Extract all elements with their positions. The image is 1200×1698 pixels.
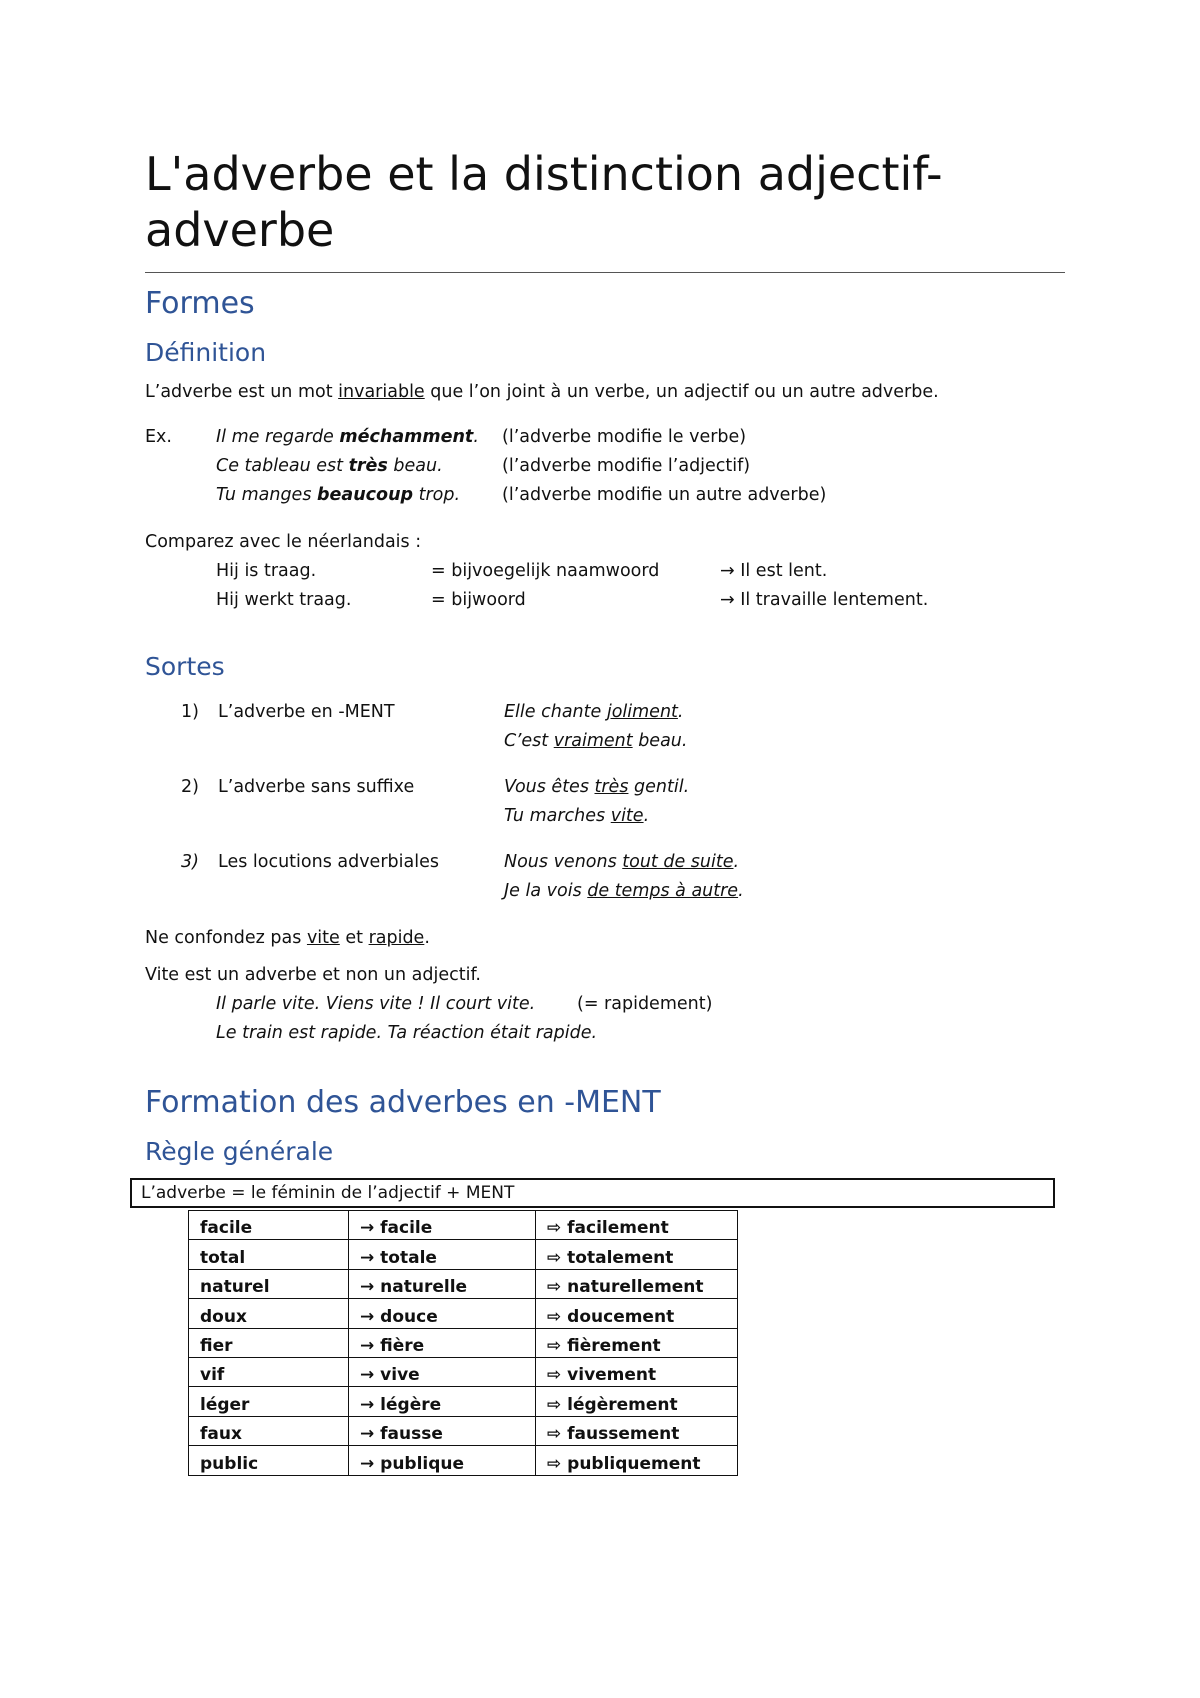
adjective-cell: léger [189,1387,349,1416]
compare-label: Comparez avec le néerlandais : [145,532,422,552]
feminine-cell: → naturelle [349,1269,536,1298]
document-title: L'adverbe et la distinction adjectif-adverbe [145,147,943,257]
example-sentence: Il me regarde méchamment. [216,427,479,447]
vite-note: (= rapidement) [577,994,713,1014]
example-sentence: Tu manges beaucoup trop. [216,485,461,505]
table-row [189,1269,738,1298]
vite-explanation: Vite est un adverbe et non un adjectif. [145,965,481,985]
adjective-cell: facile [189,1211,349,1240]
adverb-formation-table [188,1210,738,1476]
compare-french: → Il travaille lentement. [720,590,929,610]
feminine-cell: → légère [349,1387,536,1416]
adverb-cell: ⇨ publiquement [536,1446,738,1475]
list-number: 1) [181,702,199,722]
list-item-example: Vous êtes très gentil. [504,777,690,797]
table-row [189,1328,738,1357]
list-number: 3) [181,852,199,872]
adjective-cell: faux [189,1416,349,1445]
compare-type: = bijvoegelijk naamwoord [431,561,660,581]
confusion-note: Ne confondez pas vite et rapide. [145,928,430,948]
rule-box: L’adverbe = le féminin de l’adjectif + MENT [130,1178,1055,1208]
compare-dutch: Hij werkt traag. [216,590,352,610]
list-item-label: L’adverbe en -MENT [218,702,395,722]
adjective-cell: public [189,1446,349,1475]
feminine-cell: → totale [349,1240,536,1269]
table-row [189,1299,738,1328]
list-item-example: Elle chante joliment. [504,702,684,722]
example-note: (l’adverbe modifie un autre adverbe) [502,485,827,505]
compare-type: = bijwoord [431,590,526,610]
compare-french: → Il est lent. [720,561,828,581]
adverb-cell: ⇨ vivement [536,1357,738,1386]
example-note: (l’adverbe modifie l’adjectif) [502,456,751,476]
adverb-cell: ⇨ naturellement [536,1269,738,1298]
list-item-example: C’est vraiment beau. [504,731,688,751]
list-number: 2) [181,777,199,797]
example-note: (l’adverbe modifie le verbe) [502,427,747,447]
list-item-label: Les locutions adverbiales [218,852,439,872]
table-row [189,1416,738,1445]
feminine-cell: → vive [349,1357,536,1386]
adjective-cell: vif [189,1357,349,1386]
title-underline [145,272,1065,273]
adverb-cell: ⇨ faussement [536,1416,738,1445]
feminine-cell: → douce [349,1299,536,1328]
adverb-cell: ⇨ facilement [536,1211,738,1240]
list-item-example: Je la vois de temps à autre. [504,881,744,901]
rapide-example: Le train est rapide. Ta réaction était rapide. [216,1023,598,1043]
example-sentence: Ce tableau est très beau. [216,456,443,476]
list-item-example: Tu marches vite. [504,806,650,826]
feminine-cell: → fausse [349,1416,536,1445]
table-row [189,1387,738,1416]
adverb-cell: ⇨ fièrement [536,1328,738,1357]
compare-dutch: Hij is traag. [216,561,317,581]
adjective-cell: doux [189,1299,349,1328]
feminine-cell: → fière [349,1328,536,1357]
feminine-cell: → publique [349,1446,536,1475]
feminine-cell: → facile [349,1211,536,1240]
definition-text: L’adverbe est un mot invariable que l’on joint à un verbe, un adjectif ou un autre adverbe. [145,382,939,402]
example-label: Ex. [145,427,172,447]
adjective-cell: total [189,1240,349,1269]
heading-regle-generale: Règle générale [145,1137,334,1166]
heading-definition: Définition [145,338,267,367]
list-item-label: L’adverbe sans suffixe [218,777,415,797]
table-row [189,1357,738,1386]
heading-formes: Formes [145,286,255,321]
heading-sortes: Sortes [145,652,225,681]
adjective-cell: fier [189,1328,349,1357]
adjective-cell: naturel [189,1269,349,1298]
adverb-cell: ⇨ légèrement [536,1387,738,1416]
adverb-cell: ⇨ doucement [536,1299,738,1328]
table-row [189,1240,738,1269]
vite-example: Il parle vite. Viens vite ! Il court vite. [216,994,536,1014]
table-row [189,1446,738,1475]
adverb-cell: ⇨ totalement [536,1240,738,1269]
list-item-example: Nous venons tout de suite. [504,852,740,872]
table-row [189,1211,738,1240]
heading-formation: Formation des adverbes en -MENT [145,1085,661,1120]
